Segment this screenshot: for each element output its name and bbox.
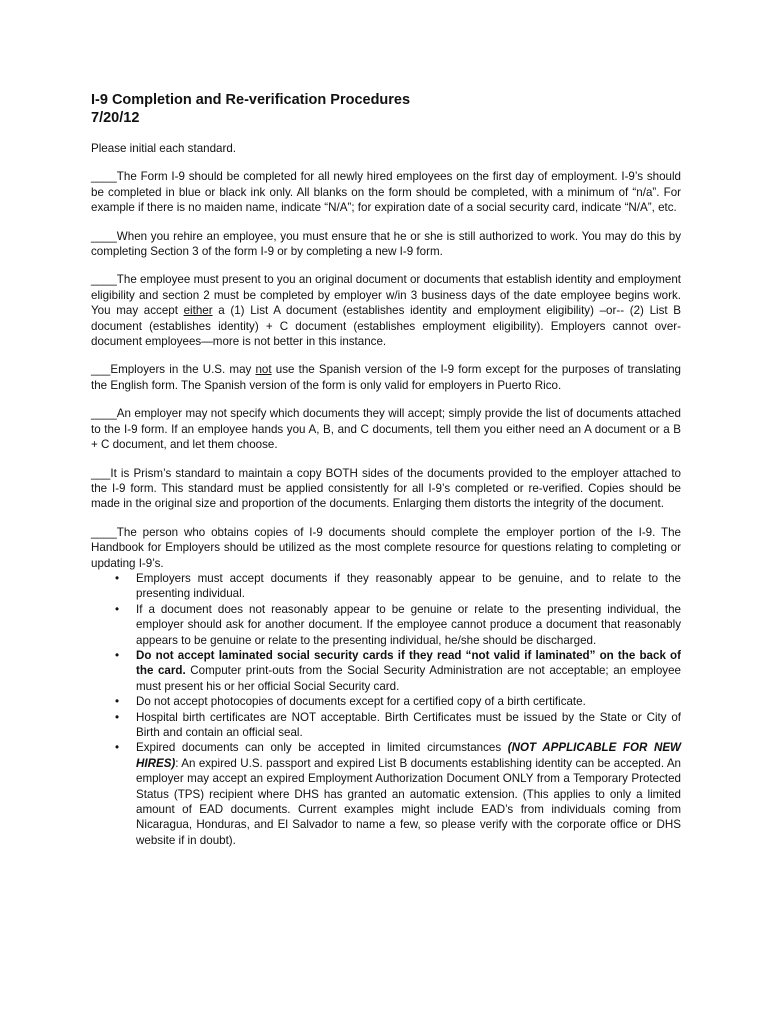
emphasis-either: either — [183, 304, 213, 318]
standard-5: ____An employer may not specify which documents they will accept; simply provide the list of documents attached to the I-9 form. If an employee hands you A, B, and C documents, tell them you either need an A document or a B + C document, and let them choose. — [91, 407, 681, 452]
bold-warning: Do not accept laminated social security cards if they read “not valid if laminated” on the back of the card. — [136, 648, 681, 678]
standard-6: ___It is Prism’s standard to maintain a copy BOTH sides of the documents provided to the employer attached to the I-9 form. This standard must be applied consistently for all I-9’s completed or re-verified. Copies should be made in the original size and proportion of the documents. Enlarging them distorts the integrity of the document. — [91, 466, 681, 511]
bullet-icon: • — [115, 710, 120, 724]
initial-blank[interactable]: ____ — [91, 170, 117, 184]
bullet-icon: • — [115, 648, 120, 662]
list-item: • If a document does not reasonably appear to be genuine or relate to the presenting individual, the employer should ask for another document. If the employee cannot produce a document that reasonably appears to be genuine or relate to the presenting individual, he/she should be discharged. — [115, 602, 681, 647]
bullet-icon: • — [115, 695, 120, 709]
list-item: • Expired documents can only be accepted in limited circumstances (NOT APPLICABLE FOR NEW HIRES): An expired U.S. passport and expired List B documents establishing identity can be accepted. An employer may accept an expired Employment Authorization Document ONLY from a Temporary Protected Status (TPS) recipient where DHS has granted an automatic extension. (This applies to only a limited amount of EAD documents. Current examples might include EAD’s from individuals coming from Nicaragua, Honduras, and El Salvador to name a few, so please verify with the corporate office or DHS website if in doubt). — [115, 741, 681, 847]
bold-italic-note: (NOT APPLICABLE FOR NEW HIRES) — [136, 741, 681, 770]
list-item: • Hospital birth certificates are NOT acceptable. Birth Certificates must be issued by the State or City of Birth and contain an official seal. — [115, 710, 681, 739]
document-body — [91, 91, 681, 848]
standard-3: ____The employee must present to you an original document or documents that establish identity and employment eligibility and section 2 must be completed by employer w/in 3 business days of the date employee begins work. You may accept either a (1) List A document (establishes identity and employment eligibility) –or-- (2) List B document (establishes identity) + C document (establishes employment eligibility). Employers cannot over-document employees—more is not better in this instance. — [91, 273, 681, 349]
emphasis-not: not — [255, 363, 272, 377]
bullet-icon: • — [115, 602, 120, 616]
initial-blank[interactable]: ___ — [91, 363, 111, 377]
list-item: • Do not accept photocopies of documents except for a certified copy of a birth certificate. — [115, 695, 586, 709]
list-item: • Employers must accept documents if they reasonably appear to be genuine, and to relate to the presenting individual. — [115, 571, 681, 601]
standard-7: ____The person who obtains copies of I-9 documents should complete the employer portion of the I-9. The Handbook for Employers should be utilized as the most complete resource for questions relating to completing or updating I-9’s. — [91, 525, 681, 570]
guideline-list — [91, 571, 681, 848]
title-line-1: I-9 Completion and Re-verification Procedures — [91, 92, 411, 108]
list-item: • Do not accept laminated social security cards if they read “not valid if laminated” on the back of the card. Computer print-outs from the Social Security Administration are not acceptable; an employee must present his or her official Social Security card. — [115, 648, 681, 693]
initial-blank[interactable]: ____ — [91, 407, 117, 421]
initial-blank[interactable]: ____ — [91, 229, 117, 243]
intro-instruction: Please initial each standard. — [91, 142, 237, 155]
standard-2: ____When you rehire an employee, you must ensure that he or she is still authorized to work. You may do this by completing Section 3 of the form I-9 or by completing a new I-9 form. — [91, 229, 681, 259]
document-title — [91, 91, 681, 127]
standard-1: ____The Form I-9 should be completed for all newly hired employees on the first day of employment. I-9’s should be completed in blue or black ink only. All blanks on the form should be completed, with a minimum of “n/a”. For example if there is no maiden name, indicate “N/A”; for expiration date of a social security card, indicate “N/A”, etc. — [91, 170, 681, 215]
initial-blank[interactable]: ____ — [91, 525, 117, 539]
bullet-icon: • — [115, 571, 120, 585]
title-date: 7/20/12 — [91, 110, 140, 126]
standard-4: ___Employers in the U.S. may not use the Spanish version of the I-9 form except for the purposes of translating the English form. The Spanish version of the form is only valid for employers in Puerto Rico. — [91, 363, 681, 392]
initial-blank[interactable]: ____ — [91, 273, 117, 287]
initial-blank[interactable]: ___ — [91, 466, 111, 480]
bullet-icon: • — [115, 741, 120, 755]
